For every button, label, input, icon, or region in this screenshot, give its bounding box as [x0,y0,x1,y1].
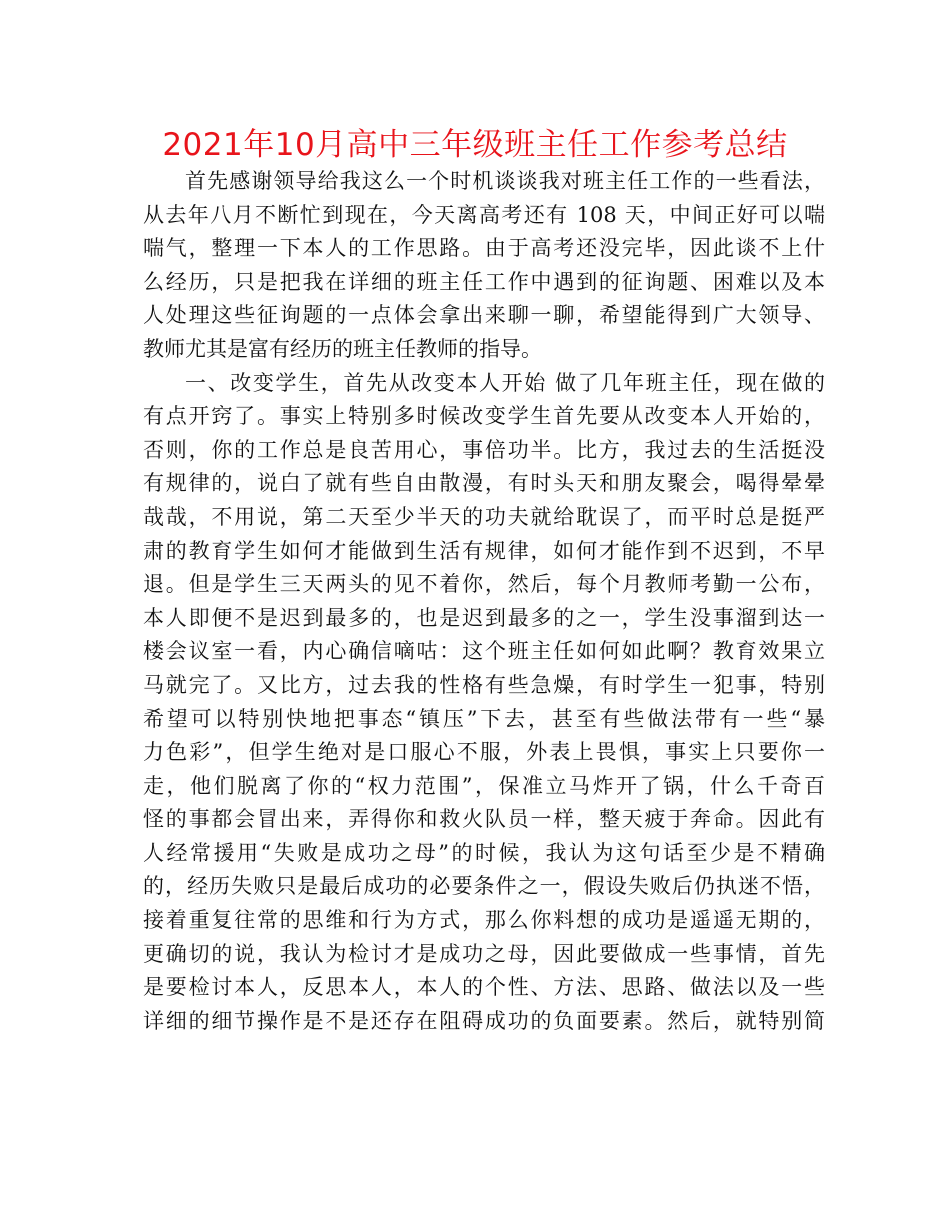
body-line: 首先感谢领导给我这么一个时机谈谈我对班主任工作的一些看法， [185,169,825,193]
body-line: 详细的细节操作是不是还存在阻碍成功的负面要素。然后，就特别简 [143,1008,825,1033]
body-line: 希望可以特别快地把事态“镇压”下去，甚至有些做法带有一些“暴 [143,706,825,731]
body-line: 否则，你的工作总是良苦用心，事倍功半。比方，我过去的生活挺没 [143,437,825,462]
body-line: 人经常援用“失败是成功之母”的时候，我认为这句话至少是不精确 [143,840,825,865]
body-line: 么经历，只是把我在详细的班主任工作中遇到的征询题、困难以及本 [143,269,825,294]
body-line: 哉哉，不用说，第二天至少半天的功夫就给耽误了，而平时总是挺严 [143,504,825,529]
body-line: 马就完了。又比方，过去我的性格有些急燥，有时学生一犯事，特别 [143,672,825,697]
body-line: 有点开窍了。事实上特别多时候改变学生首先要从改变本人开始的， [143,404,825,429]
body-line: 走，他们脱离了你的“权力范围”，保准立马炸开了锅，什么千奇百 [143,773,825,798]
body-line: 教师尤其是富有经历的班主任教师的指导。 [143,336,542,361]
document-body [143,165,825,1038]
body-line: 肃的教育学生如何才能做到生活有规律，如何才能作到不迟到，不早 [143,538,825,563]
body-line: 更确切的说，我认为检讨才是成功之母，因此要做成一些事情，首先 [143,941,825,966]
body-line: 喘气，整理一下本人的工作思路。由于高考还没完毕，因此谈不上什 [143,236,825,261]
body-line: 的，经历失败只是最后成功的必要条件之一，假设失败后仍执迷不悟， [143,874,825,899]
body-line: 本人即便不是迟到最多的，也是迟到最多的之一，学生没事溜到达一 [143,605,825,630]
body-line: 力色彩”，但学生绝对是口服心不服，外表上畏惧，事实上只要你一 [143,740,825,765]
body-line: 楼会议室一看，内心确信嘀咕：这个班主任如何如此啊？教育效果立 [143,639,825,664]
body-line: 一、改变学生，首先从改变本人开始 做了几年班主任，现在做的 [185,370,825,395]
body-line: 怪的事都会冒出来，弄得你和救火队员一样，整天疲于奔命。因此有 [143,807,825,832]
body-line: 人处理这些征询题的一点体会拿出来聊一聊，希望能得到广大领导、 [143,303,825,328]
body-line: 是要检讨本人，反思本人，本人的个性、方法、思路、做法以及一些 [143,975,825,1000]
document-title: 2021年10月高中三年级班主任工作参考总结 [162,127,788,163]
body-line: 接着重复往常的思维和行为方式，那么你料想的成功是遥遥无期的， [143,908,825,933]
body-line: 从去年八月不断忙到现在，今天离高考还有 108 天，中间正好可以喘 [143,202,825,227]
body-line: 退。但是学生三天两头的见不着你，然后，每个月教师考勤一公布， [143,572,825,597]
body-line: 有规律的，说白了就有些自由散漫，有时头天和朋友聚会，喝得晕晕 [143,471,825,496]
